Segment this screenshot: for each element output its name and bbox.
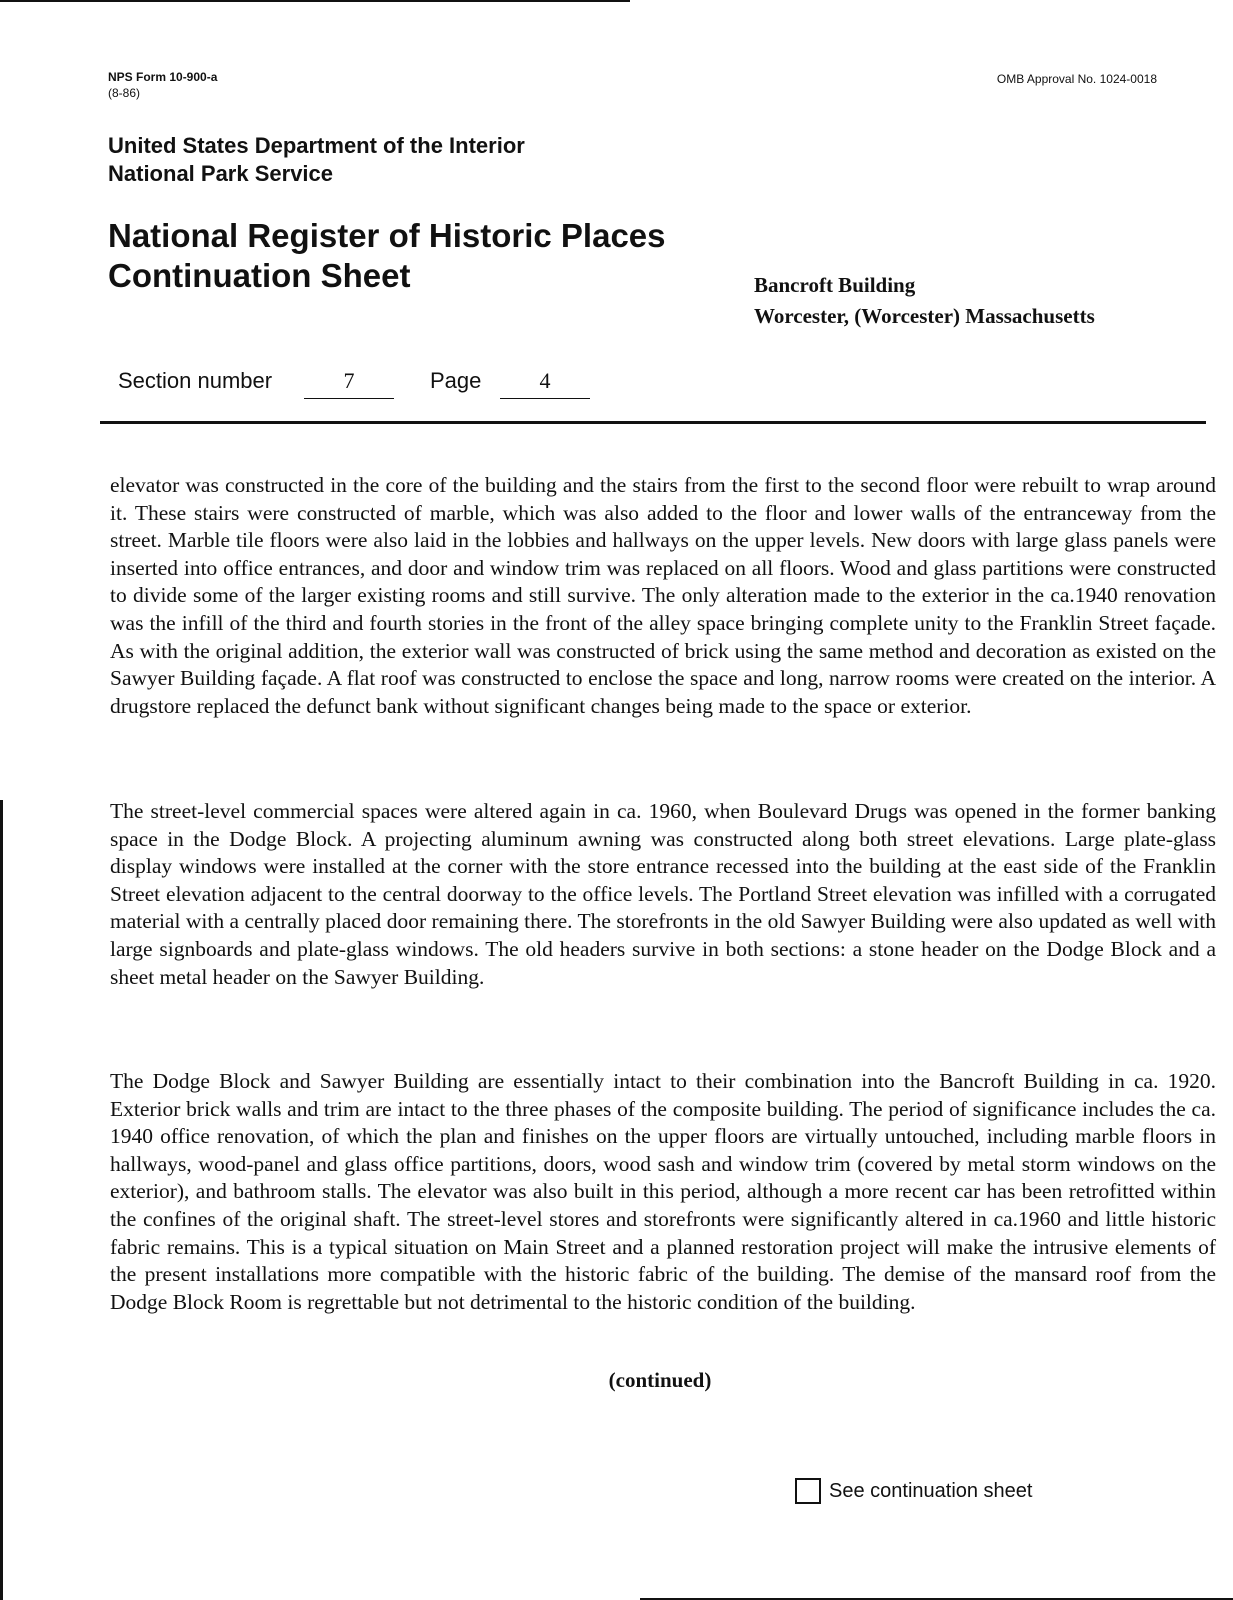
document-title-line2: Continuation Sheet <box>108 257 411 294</box>
form-date: (8-86) <box>108 86 141 100</box>
department-name: United States Department of the Interior <box>108 133 525 158</box>
continuation-checkbox[interactable] <box>795 1478 821 1504</box>
property-block <box>754 270 1095 332</box>
body-paragraph-3: The Dodge Block and Sawyer Building are essentially intact to their combination into the Bancroft Building in ca. 1920. Exterior brick walls and trim are intact to the three phases of the composite building. The period of significance includes the ca. 1940 office renovation, of which the plan and finishes on the upper floors are virtually untouched, including marble floors in hallways, wood-panel and glass office partitions, doors, wood sash and window trim (covered by metal storm windows on the exterior), and bathroom stalls. The elevator was also built in this period, although a more recent car has been retrofitted within the confines of the original shaft. The street-level stores and storefronts were significantly altered in ca.1960 and little historic fabric remains. This is a typical situation on Main Street and a planned restoration project will make the intrusive elements of the present installations more compatible with the historic fabric of the building. The demise of the mansard roof from the Dodge Block Room is regrettable but not detrimental to the historic condition of the building. <box>110 1069 1216 1314</box>
omb-approval: OMB Approval No. 1024-0018 <box>996 72 1157 86</box>
scan-edge-top <box>0 0 630 2</box>
scan-edge-left <box>0 800 3 1600</box>
continuation-sheet-option[interactable] <box>795 1477 1033 1505</box>
document-title <box>108 216 666 296</box>
header-divider <box>100 421 1206 424</box>
page-label: Page <box>430 368 482 393</box>
document-title-line1: National Register of Historic Places <box>108 217 666 254</box>
service-name: National Park Service <box>108 161 334 186</box>
property-name: Bancroft Building <box>754 273 916 297</box>
continued-note: (continued) <box>608 1368 712 1392</box>
section-number-label: Section number <box>118 368 273 393</box>
section-number-field[interactable]: 7 <box>304 368 394 399</box>
continuation-label: See continuation sheet <box>829 1479 1033 1502</box>
page-number-field[interactable]: 4 <box>500 368 590 399</box>
form-id: NPS Form 10-900-a <box>108 70 218 84</box>
agency-block <box>108 132 525 188</box>
body-paragraph-2: The street-level commercial spaces were altered again in ca. 1960, when Boulevard Drugs was opened in the former banking space in the Dodge Block. A projecting aluminum awning was constructed along both street elevations. Large plate-glass display windows were installed at the corner with the store entrance recessed into the building at the east side of the Franklin Street elevation adjacent to the central doorway to the office levels. The Portland Street elevation was infilled with a corrugated material with a centrally placed door remaining there. The storefronts in the old Sawyer Building were also updated as well with large signboards and plate-glass windows. The old headers survive in both sections: a stone header on the Dodge Block and a sheet metal header on the Sawyer Building. <box>110 799 1216 989</box>
body-paragraph-1: elevator was constructed in the core of the building and the stairs from the first to the second floor were rebuilt to wrap around it. These stairs were constructed of marble, which was also added to the floor and lower walls of the entranceway from the street. Marble tile floors were also laid in the lobbies and hallways on the upper levels. New doors with large glass panels were inserted into office entrances, and door and window trim was replaced on all floors. Wood and glass partitions were constructed to divide some of the larger existing rooms and still survive. The only alteration made to the exterior in the ca.1940 renovation was the infill of the third and fourth stories in the front of the alley space bringing complete unity to the Franklin Street façade. As with the original addition, the exterior wall was constructed of brick using the same method and decoration as existed on the Sawyer Building façade. A flat roof was constructed to enclose the space and long, narrow rooms were created on the interior. A drugstore replaced the defunct bank without significant changes being made to the space or exterior. <box>110 473 1216 718</box>
property-location: Worcester, (Worcester) Massachusetts <box>754 304 1095 328</box>
